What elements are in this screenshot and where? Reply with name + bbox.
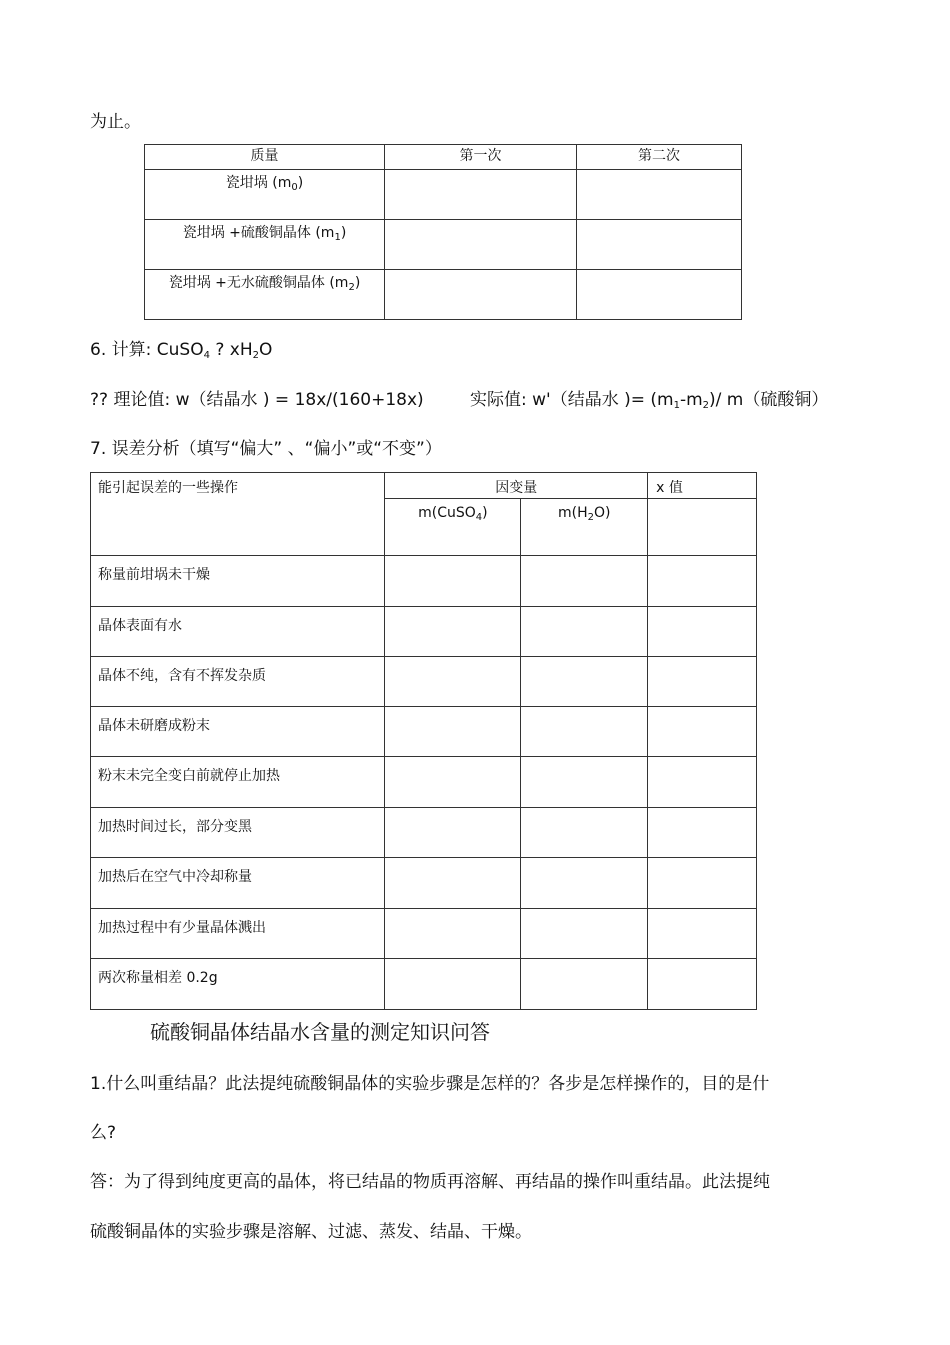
op-row: 粉末未完全变白前就停止加热 (91, 757, 385, 808)
mass-table (144, 144, 742, 320)
cell-m0-second (577, 170, 742, 220)
header-x-empty (648, 499, 757, 556)
cell-m2-first (385, 270, 577, 320)
row-label-m2: 瓷坩埚 +无水硫酸铜晶体 $(m_2)$ (145, 270, 385, 320)
error-analysis-title: 7. 误差分析（填写“偏大” 、“偏小”或“不变”） (90, 439, 442, 459)
op-row: 晶体表面有水 (91, 607, 385, 657)
header-m-cuso4: m(CuSO$_4$) (385, 499, 521, 556)
answer-1: 答：为了得到纯度更高的晶体，将已结晶的物质再溶解、再结晶的操作叫重结晶。此法提纯 (90, 1172, 770, 1192)
section-title: 硫酸铜晶体结晶水含量的测定知识问答 (150, 1020, 490, 1044)
question-1: 1.什么叫重结晶？此法提纯硫酸铜晶体的实验步骤是怎样的？各步是怎样操作的，目的是什 (90, 1074, 770, 1094)
answer-1-cont: 硫酸铜晶体的实验步骤是溶解、过滤、蒸发、结晶、干燥。 (90, 1222, 532, 1242)
op-row: 加热过程中有少量晶体溅出 (91, 909, 385, 959)
cell-m1-first (385, 220, 577, 270)
op-row: 加热时间过长，部分变黑 (91, 808, 385, 858)
header-first: 第一次 (385, 145, 577, 170)
question-1-cont: 么? (90, 1123, 117, 1143)
row-label-m0: 瓷坩埚 $(m_0)$ (145, 170, 385, 220)
op-row: 加热后在空气中冷却称量 (91, 858, 385, 909)
row-label-m1: 瓷坩埚 +硫酸铜晶体 $(m_1)$ (145, 220, 385, 270)
header-operation: 能引起误差的一些操作 (91, 473, 385, 556)
header-second: 第二次 (577, 145, 742, 170)
intro-fragment: 为止。 (90, 112, 141, 132)
header-m-h2o: $m(H_2O)$ (521, 499, 648, 556)
error-table (90, 472, 757, 1010)
op-row: 称量前坩埚未干燥 (91, 556, 385, 607)
cell-m0-first (385, 170, 577, 220)
actual-value: 实际值: w'（结晶水 )= $(m_1-m_2)/$ m（硫酸铜） (470, 390, 829, 411)
theory-value: ?? 理论值: w（结晶水 ) = 18x/(160+18x) (90, 390, 424, 410)
cell-m1-second (577, 220, 742, 270)
calc-line: 6. 计算: CuSO$_4$ ? $xH_2O$ (90, 340, 273, 361)
header-x-value: x 值 (648, 473, 757, 499)
cell-m2-second (577, 270, 742, 320)
op-row: 晶体未研磨成粉末 (91, 707, 385, 757)
header-variable: 因变量 (385, 473, 648, 499)
header-mass: 质量 (145, 145, 385, 170)
op-row: 晶体不纯，含有不挥发杂质 (91, 657, 385, 707)
op-row: 两次称量相差 0.2g (91, 959, 385, 1010)
